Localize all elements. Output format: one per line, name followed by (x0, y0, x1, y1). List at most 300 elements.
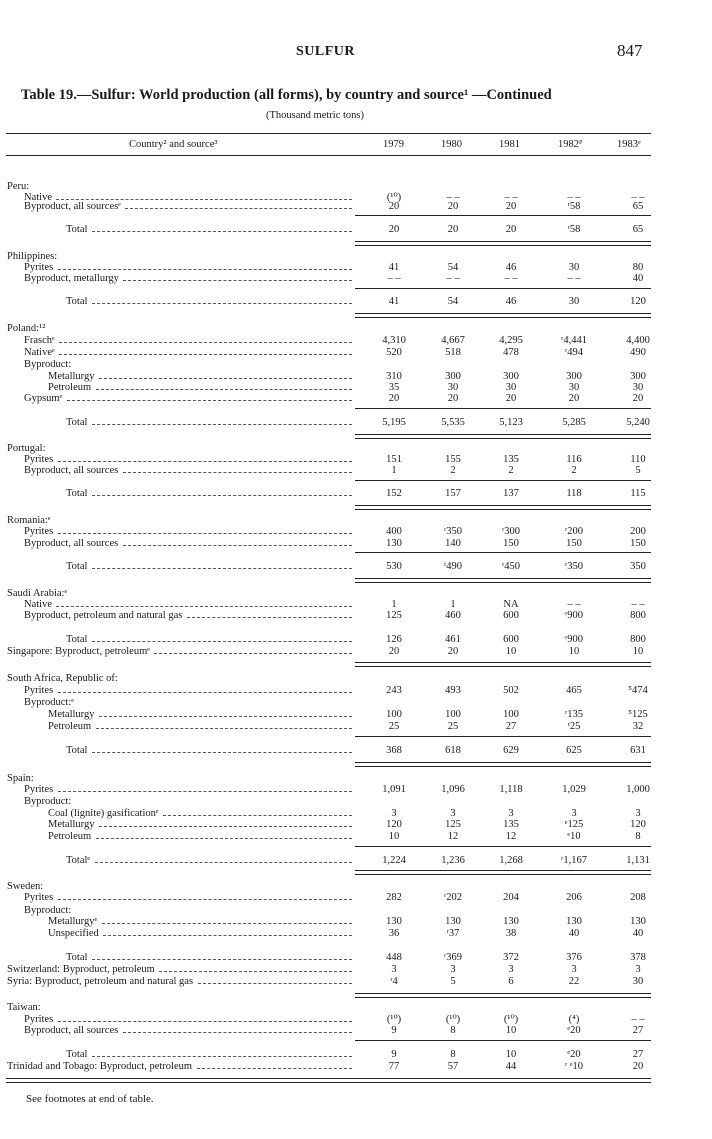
table-row (0, 295, 712, 308)
table-row (0, 1060, 712, 1073)
value-cell-1982: 206 (566, 892, 582, 903)
page-number: 847 (617, 41, 643, 60)
row-label-sweden: Sweden: (7, 881, 44, 892)
value-cell-1983: 490 (630, 347, 646, 358)
value-cell-1982: 40 (568, 928, 580, 939)
value-cell-1981: 27 (505, 721, 517, 732)
value-cell-1979: 100 (386, 709, 402, 720)
value-cell-1983: 40 (632, 273, 644, 284)
row-label-unspecified: Unspecified (48, 928, 99, 939)
value-cell-1983: 5,240 (626, 417, 650, 428)
value-cell-1983: 40 (632, 928, 644, 939)
value-cell-1982: 1,029 (562, 784, 586, 795)
row-label-pyrites: Pyrites (24, 526, 54, 537)
value-cell-1982: 118 (566, 488, 582, 499)
section-double-rule (6, 1078, 651, 1083)
value-cell-1981: NA (503, 599, 519, 610)
value-cell-1981: 10 (505, 1025, 517, 1036)
row-label-peru: Peru: (7, 181, 30, 192)
table-row (0, 1024, 712, 1037)
value-cell-1979: 1,091 (382, 784, 406, 795)
table-row (0, 720, 712, 733)
total-rule (355, 846, 651, 847)
row-label-native: Native (24, 192, 52, 203)
value-cell-1980: 461 (445, 634, 461, 645)
value-cell-1983: 120 (630, 819, 646, 830)
dot-leader (99, 826, 352, 827)
row-label-singapore-byproduct-petroleum: Singapore: Byproduct, petroleumᵉ (7, 646, 150, 657)
table-row (0, 392, 712, 405)
dot-leader (123, 280, 352, 281)
value-cell-1979: 151 (386, 454, 402, 465)
dot-leader (58, 1021, 352, 1022)
value-cell-1979: 77 (388, 1061, 400, 1072)
row-label-byproduct-all-sources: Byproduct, all sourcesᵉ (24, 201, 121, 212)
value-cell-1980: 130 (445, 916, 461, 927)
dot-leader (197, 1068, 352, 1069)
value-cell-1983: 800 (630, 634, 646, 645)
value-cell-1981: (¹⁰) (503, 1014, 519, 1025)
value-cell-1979: 10 (388, 831, 400, 842)
value-cell-1981: 502 (503, 685, 519, 696)
table-row (0, 200, 712, 213)
header-top-rule (6, 133, 651, 134)
value-cell-1980: 57 (447, 1061, 459, 1072)
value-cell-1983: 30 (632, 976, 644, 987)
value-cell-1979: 282 (386, 892, 402, 903)
table-row (0, 464, 712, 477)
value-cell-1979: 310 (386, 371, 402, 382)
value-cell-1979: 120 (386, 819, 402, 830)
value-cell-1981: 46 (505, 262, 517, 273)
value-cell-1981: 3 (508, 808, 514, 819)
value-cell-1981: 137 (503, 488, 519, 499)
value-cell-1980: 5,535 (441, 417, 465, 428)
value-cell-1983: 80 (632, 262, 644, 273)
row-label-pyrites: Pyrites (24, 1014, 54, 1025)
value-cell-1982: ʳ135 (564, 709, 584, 720)
value-cell-1979: 9 (391, 1049, 397, 1060)
value-cell-1980: 518 (445, 347, 461, 358)
running-title: SULFUR (296, 44, 356, 59)
value-cell-1981: 20 (505, 393, 517, 404)
value-cell-1979: 41 (388, 262, 400, 273)
year-header-1983: 1983ᵉ (617, 139, 641, 150)
value-cell-1982: 3 (571, 964, 577, 975)
total-rule (355, 288, 651, 289)
dot-leader (159, 971, 352, 972)
row-label-petroleum: Petroleum (48, 382, 92, 393)
value-cell-1983: – – (631, 1014, 645, 1025)
table-title: Table 19.—Sulfur: World production (all forms), by country and source¹ —Continued (21, 87, 552, 103)
value-cell-1980: 30 (447, 382, 459, 393)
value-cell-1980: ʳ350 (443, 526, 463, 537)
value-cell-1982: 150 (566, 538, 582, 549)
row-label-saudi-arabia: Saudi Arabia:ᵉ (7, 588, 68, 599)
dot-leader (125, 208, 352, 209)
value-cell-1982: 22 (568, 976, 580, 987)
value-cell-1983: 150 (630, 538, 646, 549)
value-cell-1982: 10 (568, 646, 580, 657)
row-label-gypsum: Gypsumᵉ (24, 393, 63, 404)
value-cell-1981: 38 (505, 928, 517, 939)
table-row (0, 891, 712, 904)
dot-leader (58, 899, 352, 900)
dot-leader (123, 545, 352, 546)
value-cell-1982: ʳ25 (567, 721, 581, 732)
value-cell-1981: 135 (503, 454, 519, 465)
total-rule (355, 1040, 651, 1041)
row-label-petroleum: Petroleum (48, 831, 92, 842)
value-cell-1979: 243 (386, 685, 402, 696)
value-cell-1980: 12 (447, 831, 459, 842)
value-cell-1979: 3 (391, 964, 397, 975)
value-cell-1982: ʳ4,441 (561, 335, 587, 346)
row-label-metallurgy: Metallurgy (48, 819, 95, 830)
value-cell-1983: 20 (632, 393, 644, 404)
section-double-rule (355, 662, 651, 667)
value-cell-1980: 5 (450, 976, 456, 987)
row-label-total: Total (66, 296, 88, 307)
value-cell-1982: 30 (568, 296, 580, 307)
value-cell-1982: 3 (571, 808, 577, 819)
value-cell-1981: 478 (503, 347, 519, 358)
value-cell-1983: 120 (630, 296, 646, 307)
value-cell-1980: 140 (445, 538, 461, 549)
value-cell-1981: 46 (505, 296, 517, 307)
table-row (0, 927, 712, 940)
value-cell-1983: 5 (635, 465, 641, 476)
row-label-native: Native (24, 599, 52, 610)
value-cell-1982: 465 (566, 685, 582, 696)
dot-leader (92, 303, 352, 304)
value-cell-1979: 1 (391, 465, 397, 476)
value-cell-1982: 300 (566, 371, 582, 382)
table-row (0, 854, 712, 867)
row-label-total: Total (66, 561, 88, 572)
row-label-taiwan: Taiwan: (7, 1002, 41, 1013)
value-cell-1980: 8 (450, 1049, 456, 1060)
dot-leader (92, 568, 352, 569)
value-cell-1980: 1,096 (441, 784, 465, 795)
value-cell-1979: 130 (386, 538, 402, 549)
value-cell-1981: 1,118 (499, 784, 523, 795)
value-cell-1983: 10 (632, 646, 644, 657)
value-cell-1979: 368 (386, 745, 402, 756)
value-cell-1983: 300 (630, 371, 646, 382)
dot-leader (99, 716, 352, 717)
section-double-rule (355, 870, 651, 875)
section-double-rule (355, 241, 651, 246)
value-cell-1981: 5,123 (499, 417, 523, 428)
value-cell-1982: ʳ900 (564, 610, 584, 621)
value-cell-1980: 1 (450, 599, 456, 610)
row-label-romania: Romania:ᵉ (7, 515, 51, 526)
value-cell-1981: 130 (503, 916, 519, 927)
row-label-total: Total (66, 952, 88, 963)
value-cell-1980: ʳ490 (443, 561, 463, 572)
row-label-byproduct-all-sources: Byproduct, all sources (24, 465, 119, 476)
value-cell-1980: 20 (447, 201, 459, 212)
section-double-rule (355, 993, 651, 998)
value-cell-1979: 126 (386, 634, 402, 645)
row-label-byproduct-petroleum-and-natural-gas: Byproduct, petroleum and natural gas (24, 610, 183, 621)
value-cell-1981: – – (504, 273, 518, 284)
value-cell-1981: ʳ300 (501, 526, 521, 537)
total-rule (355, 480, 651, 481)
value-cell-1980: ʳ369 (443, 952, 463, 963)
value-cell-1982: ᵉ20 (567, 1025, 581, 1036)
value-cell-1981: 10 (505, 1049, 517, 1060)
value-cell-1983: 27 (632, 1049, 644, 1060)
value-cell-1981: 3 (508, 964, 514, 975)
table-row (0, 416, 712, 429)
value-cell-1980: 100 (445, 709, 461, 720)
value-cell-1981: 135 (503, 819, 519, 830)
value-cell-1981: 10 (505, 646, 517, 657)
row-label-total: Total (66, 745, 88, 756)
dot-leader (92, 495, 352, 496)
value-cell-1982: 30 (568, 262, 580, 273)
value-cell-1983: 110 (630, 454, 646, 465)
year-header-1981: 1981 (499, 139, 520, 150)
row-label-switzerland-byproduct-petroleum: Switzerland: Byproduct, petroleum (7, 964, 155, 975)
value-cell-1983: ⁵125 (628, 709, 648, 720)
value-cell-1980: ʳ37 (446, 928, 460, 939)
value-cell-1983: 4,400 (626, 335, 650, 346)
value-cell-1979: 125 (386, 610, 402, 621)
dot-leader (102, 923, 352, 924)
value-cell-1981: – – (504, 192, 518, 203)
row-label-total: Totalᵉ (66, 855, 91, 866)
value-cell-1979: 3 (391, 808, 397, 819)
row-label-coal-lignite-gasification: Coal (lignite) gasificationᵉ (48, 808, 159, 819)
row-label-spain: Spain: (7, 773, 34, 784)
value-cell-1982: ᵉ20 (567, 1049, 581, 1060)
value-cell-1983: 8 (635, 831, 641, 842)
row-label-pyrites: Pyrites (24, 454, 54, 465)
value-cell-1980: 20 (447, 393, 459, 404)
value-cell-1983: 27 (632, 1025, 644, 1036)
dot-leader (58, 791, 352, 792)
value-cell-1981: 600 (503, 634, 519, 645)
value-cell-1982: ᵉ10 (567, 831, 581, 842)
dot-leader (59, 342, 352, 343)
value-cell-1982: 376 (566, 952, 582, 963)
value-cell-1980: ʳ202 (443, 892, 463, 903)
row-label-pyrites: Pyrites (24, 262, 54, 273)
dot-leader (92, 231, 352, 232)
value-cell-1979: 20 (388, 393, 400, 404)
dot-leader (163, 815, 352, 816)
value-cell-1983: 3 (635, 808, 641, 819)
row-label-pyrites: Pyrites (24, 892, 54, 903)
row-label-metallurgy: Metallurgy (48, 709, 95, 720)
value-cell-1982: 30 (568, 382, 580, 393)
value-cell-1981: 629 (503, 745, 519, 756)
value-cell-1981: 12 (505, 831, 517, 842)
dot-leader (67, 400, 352, 401)
row-label-byproduct-metallurgy: Byproduct, metallurgy (24, 273, 119, 284)
value-cell-1982: 130 (566, 916, 582, 927)
row-label-byproduct: Byproduct: (24, 359, 72, 370)
value-cell-1983: 20 (632, 1061, 644, 1072)
value-cell-1981: 150 (503, 538, 519, 549)
value-cell-1980: – – (446, 273, 460, 284)
dot-leader (58, 269, 352, 270)
value-cell-1980: – – (446, 192, 460, 203)
value-cell-1981: 372 (503, 952, 519, 963)
value-cell-1983: – – (631, 192, 645, 203)
value-cell-1980: 1,236 (441, 855, 465, 866)
table-row (0, 645, 712, 658)
value-cell-1980: 54 (447, 296, 459, 307)
value-cell-1982: ʳ900 (564, 634, 584, 645)
value-cell-1983: 200 (630, 526, 646, 537)
total-rule (355, 736, 651, 737)
section-double-rule (355, 578, 651, 583)
value-cell-1981: ʳ450 (501, 561, 521, 572)
dot-leader (123, 472, 352, 473)
dot-leader (99, 378, 352, 379)
dot-leader (92, 424, 352, 425)
value-cell-1982: ʳ350 (564, 561, 584, 572)
value-cell-1980: 300 (445, 371, 461, 382)
row-label-portugal: Portugal: (7, 443, 46, 454)
value-cell-1981: 44 (505, 1061, 517, 1072)
year-header-1980: 1980 (441, 139, 462, 150)
value-cell-1982: ʳ58 (567, 201, 581, 212)
row-label-metallurgy: Metallurgyᵉ (48, 916, 98, 927)
table-row (0, 975, 712, 988)
value-cell-1980: 20 (447, 646, 459, 657)
value-cell-1979: 20 (388, 646, 400, 657)
value-cell-1980: 125 (445, 819, 461, 830)
row-label-syria-byproduct-petroleum-and-natural-gas: Syria: Byproduct, petroleum and natural gas (7, 976, 194, 987)
value-cell-1979: 41 (388, 296, 400, 307)
total-rule (355, 408, 651, 409)
value-cell-1983: 3 (635, 964, 641, 975)
value-cell-1981: 20 (505, 224, 517, 235)
dot-leader (58, 692, 352, 693)
value-cell-1979: 5,195 (382, 417, 406, 428)
dot-leader (96, 838, 352, 839)
row-label-total: Total (66, 417, 88, 428)
value-cell-1981: 6 (508, 976, 514, 987)
row-label-trinidad-and-tobago-byproduct-petroleum: Trinidad and Tobago: Byproduct, petroleum (7, 1061, 193, 1072)
row-label-total: Total (66, 488, 88, 499)
table-row (0, 223, 712, 236)
value-cell-1983: 208 (630, 892, 646, 903)
value-cell-1981: 300 (503, 371, 519, 382)
dot-leader (154, 653, 352, 654)
year-header-1982: 1982ᴾ (558, 139, 583, 150)
row-label-byproduct: Byproduct: (24, 905, 72, 916)
dot-leader (92, 641, 352, 642)
row-label-south-africa-republic-of: South Africa, Republic of: (7, 673, 118, 684)
dot-leader (187, 617, 352, 618)
value-cell-1983: 65 (632, 201, 644, 212)
value-cell-1983: 631 (630, 745, 646, 756)
year-header-1979: 1979 (383, 139, 404, 150)
row-label-byproduct-all-sources: Byproduct, all sources (24, 538, 119, 549)
value-cell-1982: – – (567, 192, 581, 203)
value-cell-1979: 448 (386, 952, 402, 963)
table-units: (Thousand metric tons) (266, 110, 364, 121)
value-cell-1980: 20 (447, 224, 459, 235)
value-cell-1979: 400 (386, 526, 402, 537)
value-cell-1980: 155 (445, 454, 461, 465)
value-cell-1980: 460 (445, 610, 461, 621)
footnote-text: See footnotes at end of table. (26, 1093, 154, 1105)
row-label-metallurgy: Metallurgy (48, 371, 95, 382)
value-cell-1979: – – (387, 273, 401, 284)
row-label-native: Nativeᵉ (24, 347, 55, 358)
dot-leader (92, 1056, 352, 1057)
section-double-rule (355, 762, 651, 767)
value-cell-1982: ᵉ125 (564, 819, 584, 830)
value-cell-1980: 618 (445, 745, 461, 756)
value-cell-1979: 4,310 (382, 335, 406, 346)
value-cell-1979: 152 (386, 488, 402, 499)
value-cell-1982: ʳ200 (564, 526, 584, 537)
table-row (0, 560, 712, 573)
value-cell-1981: 600 (503, 610, 519, 621)
section-double-rule (355, 505, 651, 510)
value-cell-1980: 2 (450, 465, 456, 476)
value-cell-1980: 54 (447, 262, 459, 273)
section-double-rule (355, 434, 651, 439)
value-cell-1979: (¹⁰) (386, 1014, 402, 1025)
value-cell-1983: 115 (630, 488, 646, 499)
value-cell-1982: (⁴) (568, 1014, 580, 1025)
value-cell-1980: 493 (445, 685, 461, 696)
value-cell-1983: 350 (630, 561, 646, 572)
section-double-rule (355, 313, 651, 318)
table-row (0, 487, 712, 500)
header-bottom-rule (6, 155, 651, 156)
dot-leader (92, 752, 352, 753)
table-row (0, 272, 712, 285)
dot-leader (123, 1032, 352, 1033)
table-row (0, 537, 712, 550)
value-cell-1983: 1,131 (626, 855, 650, 866)
value-cell-1983: 32 (632, 721, 644, 732)
row-label-total: Total (66, 634, 88, 645)
value-cell-1982: 20 (568, 393, 580, 404)
dot-leader (56, 606, 352, 607)
value-cell-1983: 65 (632, 224, 644, 235)
value-cell-1980: 8 (450, 1025, 456, 1036)
value-cell-1982: 2 (571, 465, 577, 476)
value-cell-1981: 204 (503, 892, 519, 903)
value-cell-1980: 157 (445, 488, 461, 499)
value-cell-1979: 1 (391, 599, 397, 610)
value-cell-1979: 36 (388, 928, 400, 939)
value-cell-1982: ʳ1,167 (561, 855, 587, 866)
value-cell-1979: 530 (386, 561, 402, 572)
row-label-total: Total (66, 224, 88, 235)
value-cell-1980: 3 (450, 808, 456, 819)
value-cell-1981: 30 (505, 382, 517, 393)
value-cell-1982: ʳ ᵉ10 (564, 1061, 584, 1072)
row-label-pyrites: Pyrites (24, 685, 54, 696)
value-cell-1981: 2 (508, 465, 514, 476)
dot-leader (58, 461, 352, 462)
row-label-byproduct: Byproduct:ᵉ (24, 697, 74, 708)
dot-leader (59, 354, 352, 355)
value-cell-1979: 520 (386, 347, 402, 358)
